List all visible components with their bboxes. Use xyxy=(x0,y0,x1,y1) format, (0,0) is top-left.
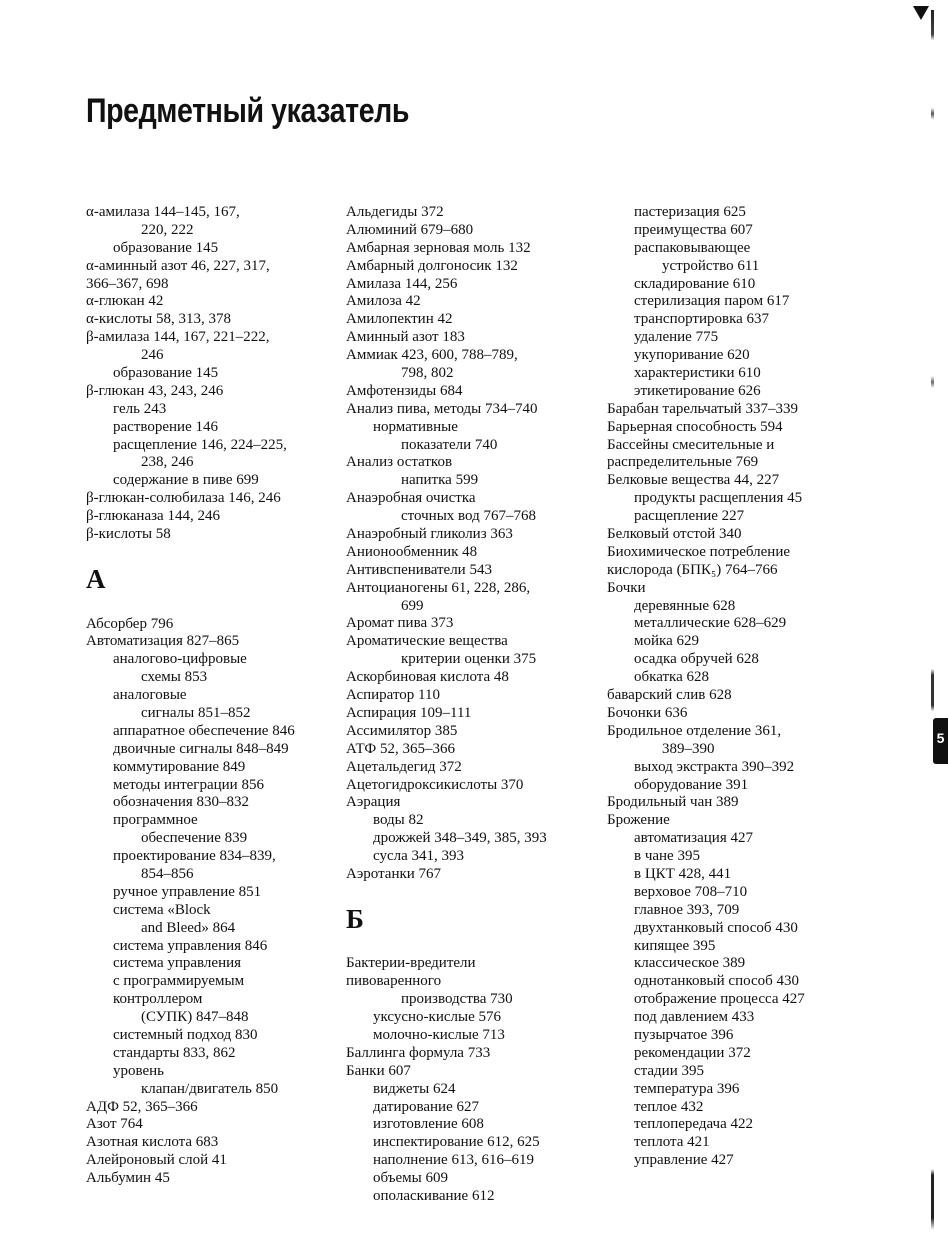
index-subentry: под давлением 433 xyxy=(634,1009,755,1026)
section-letter: Б xyxy=(346,903,364,934)
index-subentry: складирование 610 xyxy=(634,275,756,292)
index-entry: Альбумин 45 xyxy=(86,1170,170,1187)
index-subentry: аналогово-цифровые xyxy=(113,651,247,668)
index-entry: Бактерии-вредители xyxy=(346,955,476,972)
index-subentry: показатели 740 xyxy=(401,436,498,453)
thumb-index-tab xyxy=(933,718,948,764)
index-subentry: дрожжей 348–349, 385, 393 xyxy=(373,830,547,847)
index-subentry: молочно-кислые 713 xyxy=(373,1026,505,1043)
index-entry: Ассимилятор 385 xyxy=(346,722,458,739)
index-subentry: образование 145 xyxy=(113,365,219,382)
index-subentry: оборудование 391 xyxy=(634,776,749,793)
index-subentry: теплопередача 422 xyxy=(634,1116,754,1133)
index-entry: β-глюкан-солюбилаза 146, 246 xyxy=(86,490,281,507)
index-subentry: инспектирование 612, 625 xyxy=(373,1134,540,1151)
index-subentry: and Bleed» 864 xyxy=(141,919,236,936)
index-entry: Аммиак 423, 600, 788–789, xyxy=(346,347,518,364)
index-subentry: датирование 627 xyxy=(373,1098,479,1115)
index-entry: Азот 764 xyxy=(86,1116,143,1133)
index-entry: АДФ 52, 365–366 xyxy=(86,1098,198,1115)
index-subentry: коммутирование 849 xyxy=(113,758,246,775)
index-subentry: управление 427 xyxy=(634,1152,734,1169)
spacer xyxy=(86,598,336,616)
index-subentry: ополаскивание 612 xyxy=(373,1188,495,1204)
index-subentry: нормативные xyxy=(373,418,458,435)
index-entry: Анализ пива, методы 734–740 xyxy=(346,400,538,417)
index-entry: Автоматизация 827–865 xyxy=(86,633,240,650)
index-subentry: двухтанковый способ 430 xyxy=(634,919,798,936)
index-subentry: клапан/двигатель 850 xyxy=(141,1080,279,1097)
index-subentry: в чане 395 xyxy=(634,848,700,865)
index-subentry: выход экстракта 390–392 xyxy=(634,758,795,775)
index-entry: пивоваренного xyxy=(346,973,442,990)
index-subentry: в ЦКТ 428, 441 xyxy=(634,865,732,882)
index-subentry: растворение 146 xyxy=(113,418,218,435)
index-subentry: классическое 389 xyxy=(634,955,746,972)
index-subentry: (СУПК) 847–848 xyxy=(141,1009,249,1026)
index-entry: Банки 607 xyxy=(346,1062,411,1079)
index-subentry: критерии оценки 375 xyxy=(401,651,537,668)
index-subentry: теплое 432 xyxy=(634,1098,704,1115)
index-entry: Баллинга формула 733 xyxy=(346,1044,491,1061)
index-subentry: система «Block xyxy=(113,901,211,918)
index-subentry: характеристики 610 xyxy=(634,365,761,382)
index-subentry: сусла 341, 393 xyxy=(373,848,465,865)
index-entry: Биохимическое потребление xyxy=(607,543,791,560)
index-entry: Альдегиды 372 xyxy=(346,204,444,220)
index-entry: распределительные 769 xyxy=(607,454,759,471)
index-entry: Аскорбиновая кислота 48 xyxy=(346,669,509,686)
index-subentry: с программируемым xyxy=(113,973,245,990)
index-entry: Белковые вещества 44, 227 xyxy=(607,472,780,489)
index-subentry: сигналы 851–852 xyxy=(141,704,251,721)
index-subentry: системный подход 830 xyxy=(113,1026,258,1043)
index-column-3 xyxy=(607,204,857,1170)
index-subentry: осадка обручей 628 xyxy=(634,651,759,668)
index-subentry: температура 396 xyxy=(634,1080,740,1097)
index-entry: Анаэробный гликолиз 363 xyxy=(346,526,513,543)
index-entry: Ацетальдегид 372 xyxy=(346,758,462,775)
index-subentry: аппаратное обеспечение 846 xyxy=(113,722,295,739)
index-subentry: автоматизация 427 xyxy=(634,830,753,847)
index-entry: Амилопектин 42 xyxy=(346,311,453,328)
index-subentry: система управления 846 xyxy=(113,937,268,954)
index-entry: Барьерная способность 594 xyxy=(607,418,783,435)
index-subentry: двоичные сигналы 848–849 xyxy=(113,740,289,757)
index-subentry: стерилизация паром 617 xyxy=(634,293,790,310)
spacer xyxy=(346,884,596,902)
index-entry: Амбарная зерновая моль 132 xyxy=(346,239,531,256)
page-edge-marker-icon xyxy=(913,6,929,20)
index-subentry: стандарты 833, 862 xyxy=(113,1044,236,1061)
index-subentry: гель 243 xyxy=(113,400,167,417)
index-subentry: образование 145 xyxy=(113,239,219,256)
index-entry: Аэрация xyxy=(346,794,401,811)
index-entry: α-глюкан 42 xyxy=(86,293,164,310)
index-subentry: 246 xyxy=(141,347,164,364)
index-entry: β-глюкан 43, 243, 246 xyxy=(86,382,224,399)
index-entry: Бродильный чан 389 xyxy=(607,794,739,811)
index-subentry: металлические 628–629 xyxy=(634,615,787,632)
index-subentry: кипящее 395 xyxy=(634,937,716,954)
index-subentry: 220, 222 xyxy=(141,221,194,238)
index-subentry: 798, 802 xyxy=(401,365,454,382)
index-entry: β-амилаза 144, 167, 221–222, xyxy=(86,329,270,346)
index-entry: Алейроновый слой 41 xyxy=(86,1152,227,1169)
index-entry: Анализ остатков xyxy=(346,454,453,471)
index-entry: кислорода (БПК₅) 764–766 xyxy=(607,561,778,578)
index-entry: Бродильное отделение 361, xyxy=(607,722,782,739)
index-entry: Бочки xyxy=(607,579,646,596)
index-subentry: рекомендации 372 xyxy=(634,1044,751,1061)
index-entry: Аромат пива 373 xyxy=(346,615,454,632)
index-subentry: укупоривание 620 xyxy=(634,347,750,364)
index-entry: Амилаза 144, 256 xyxy=(346,275,458,292)
index-subentry: стадии 395 xyxy=(634,1062,704,1079)
index-subentry: расщепление 146, 224–225, xyxy=(113,436,287,453)
index-entry: Амилоза 42 xyxy=(346,293,421,310)
index-entry: Аэротанки 767 xyxy=(346,865,442,882)
index-subentry: 238, 246 xyxy=(141,454,194,471)
index-subentry: устройство 611 xyxy=(662,257,760,274)
index-entry: Абсорбер 796 xyxy=(86,615,174,632)
index-entry: β-глюканаза 144, 246 xyxy=(86,508,220,525)
index-entry: Барабан тарельчатый 337–339 xyxy=(607,400,798,417)
index-entry: α-кислоты 58, 313, 378 xyxy=(86,311,231,328)
index-subentry: воды 82 xyxy=(373,812,424,829)
index-subentry: этикетирование 626 xyxy=(634,382,761,399)
index-entry: Анаэробная очистка xyxy=(346,490,476,507)
index-entry: Алюминий 679–680 xyxy=(346,221,474,238)
index-entry: Аминный азот 183 xyxy=(346,329,465,346)
index-subentry: пастеризация 625 xyxy=(634,204,746,220)
index-subentry: деревянные 628 xyxy=(634,597,736,614)
index-subentry: система управления xyxy=(113,955,242,972)
index-entry: АТФ 52, 365–366 xyxy=(346,740,455,757)
index-subentry: виджеты 624 xyxy=(373,1080,456,1097)
index-subentry: распаковывающее xyxy=(634,239,751,256)
index-entry: Антоцианогены 61, 228, 286, xyxy=(346,579,531,596)
index-subentry: ручное управление 851 xyxy=(113,883,262,900)
section-letter: А xyxy=(86,563,106,594)
index-subentry: продукты расщепления 45 xyxy=(634,490,803,507)
thumb-index-label: 5 xyxy=(936,730,945,746)
index-subentry: 389–390 xyxy=(662,740,715,757)
index-subentry: обеспечение 839 xyxy=(141,830,248,847)
index-column-2 xyxy=(346,204,596,1206)
binding-edge xyxy=(931,10,934,1230)
index-subentry: отображение процесса 427 xyxy=(634,991,805,1008)
index-entry: Аспиратор 110 xyxy=(346,687,440,704)
index-entry: Белковый отстой 340 xyxy=(607,526,742,543)
index-subentry: верховое 708–710 xyxy=(634,883,748,900)
index-entry: 366–367, 698 xyxy=(86,275,169,292)
index-entry: Ароматические вещества xyxy=(346,633,508,650)
index-subentry: главное 393, 709 xyxy=(634,901,740,918)
spacer xyxy=(346,938,596,956)
index-subentry: напитка 599 xyxy=(401,472,479,489)
index-subentry: мойка 629 xyxy=(634,633,699,650)
index-subentry: однотанковый способ 430 xyxy=(634,973,800,990)
index-subentry: 699 xyxy=(401,597,424,614)
index-subentry: содержание в пиве 699 xyxy=(113,472,259,489)
index-subentry: изготовление 608 xyxy=(373,1116,484,1133)
page-title: Предметный указатель xyxy=(86,92,410,130)
index-subentry: методы интеграции 856 xyxy=(113,776,264,793)
index-column-1 xyxy=(86,204,336,1188)
index-subentry: схемы 853 xyxy=(141,669,208,686)
index-entry: баварский слив 628 xyxy=(607,687,732,704)
index-subentry: транспортировка 637 xyxy=(634,311,770,328)
index-subentry: проектирование 834–839, xyxy=(113,848,276,865)
spacer xyxy=(86,544,336,562)
index-entry: α-амилаза 144–145, 167, xyxy=(86,204,240,220)
index-entry: β-кислоты 58 xyxy=(86,526,171,543)
index-subentry: теплота 421 xyxy=(634,1134,710,1151)
index-entry: Аспирация 109–111 xyxy=(346,704,472,721)
index-subentry: производства 730 xyxy=(401,991,513,1008)
index-subentry: 854–856 xyxy=(141,865,194,882)
index-subentry: аналоговые xyxy=(113,687,187,704)
index-subentry: программное xyxy=(113,812,198,829)
index-subentry: обозначения 830–832 xyxy=(113,794,250,811)
index-entry: Ацетогидроксикислоты 370 xyxy=(346,776,524,793)
index-entry: Азотная кислота 683 xyxy=(86,1134,219,1151)
index-subentry: наполнение 613, 616–619 xyxy=(373,1152,534,1169)
index-entry: Бочонки 636 xyxy=(607,704,688,721)
index-entry: α-аминный азот 46, 227, 317, xyxy=(86,257,270,274)
index-subentry: расщепление 227 xyxy=(634,508,745,525)
index-subentry: объемы 609 xyxy=(373,1170,448,1187)
index-subentry: уровень xyxy=(113,1062,165,1079)
index-entry: Антивспениватели 543 xyxy=(346,561,492,578)
index-subentry: удаление 775 xyxy=(634,329,719,346)
index-subentry: уксусно-кислые 576 xyxy=(373,1009,501,1026)
index-entry: Анионообменник 48 xyxy=(346,543,478,560)
index-subentry: обкатка 628 xyxy=(634,669,709,686)
index-subentry: контроллером xyxy=(113,991,203,1008)
index-entry: Амбарный долгоносик 132 xyxy=(346,257,518,274)
index-entry: Амфотензиды 684 xyxy=(346,382,463,399)
index-entry: Бассейны смесительные и xyxy=(607,436,775,453)
index-subentry: пузырчатое 396 xyxy=(634,1026,734,1043)
index-subentry: преимущества 607 xyxy=(634,221,753,238)
index-subentry: сточных вод 767–768 xyxy=(401,508,536,525)
index-entry: Брожение xyxy=(607,812,670,829)
